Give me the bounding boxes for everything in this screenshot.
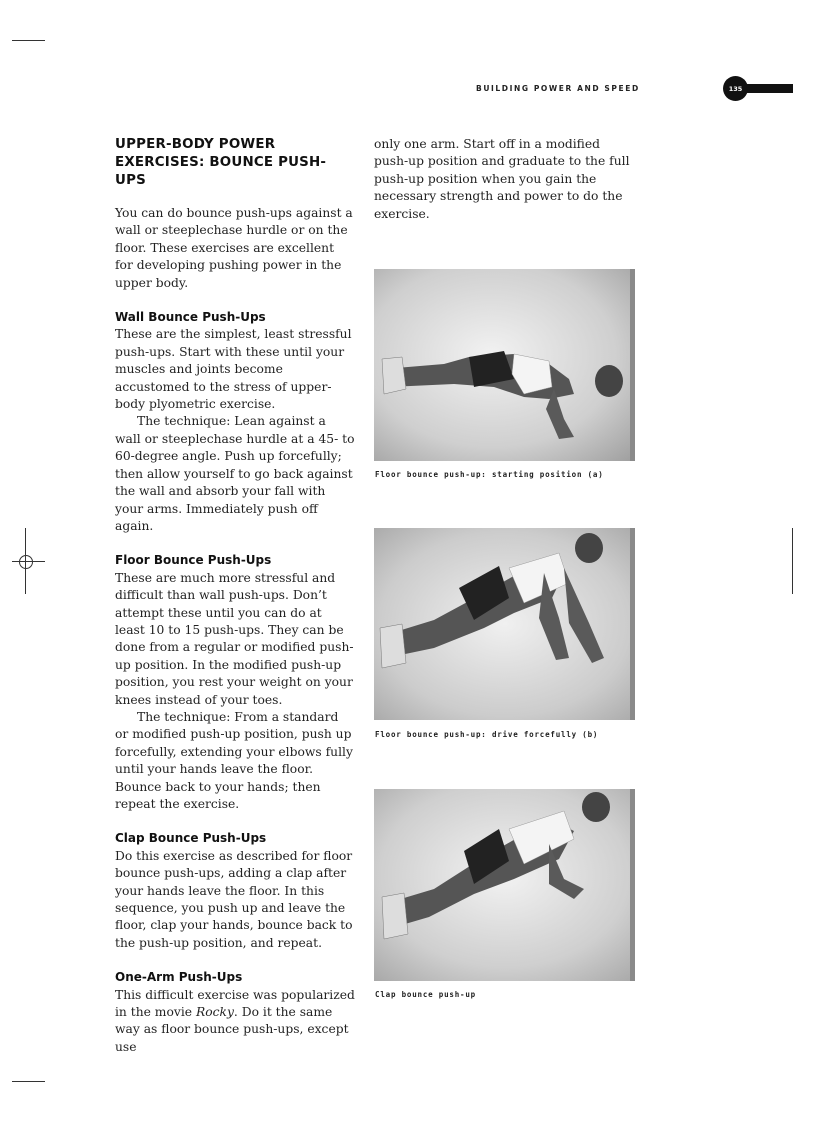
page-number-bar [744,84,793,93]
wall-bounce-paragraph-1: These are the simplest, least stressful push-ups. Start with these until your muscles and joints become accustomed to the stress of upper-body plyometric exercise. [115,327,352,412]
movie-title: Rocky [195,1005,234,1020]
left-column [115,136,355,1056]
wall-bounce-heading: Wall Bounce Push-Ups [115,310,266,325]
one-arm-continuation: only one arm. Start off in a modified push-up position and graduate to the full push-up position when you gain the necessary strength and power to do the exercise. [374,137,630,221]
wall-bounce-paragraph-2: The technique: Lean against a wall or steeplechase hurdle at a 45- to 60-degree angle. Push up forcefully; then allow yourself to go back against the wall and absorb your fall with your arms. Immediately push off again. [115,414,355,533]
caption-figure-b: Floor bounce push-up: drive forcefully (b) [375,730,599,739]
section-title: UPPER-BODY POWER EXERCISES: BOUNCE PUSH-UPS [115,137,327,188]
one-arm-text-b: . Do it the same way as floor bounce push-ups, except use [115,1005,349,1054]
caption-figure-c: Clap bounce push-up [375,990,476,999]
running-head: BUILDING POWER AND SPEED [476,84,640,93]
crop-mark-bottom-left [12,1081,45,1082]
registration-circle [19,555,33,569]
one-arm-heading: One-Arm Push-Ups [115,970,243,985]
clap-bounce-paragraph: Do this exercise as described for floor bounce push-ups, adding a clap after your hands leave the floor. In this sequence, you push up and leave the floor, clap your hands, bounce back to the push-up position, and repeat. [115,848,353,950]
one-arm-paragraph [115,987,355,1057]
floor-bounce-paragraph-1: These are much more stressful and difficult than wall push-ups. Don’t attempt these until you can do at least 10 to 15 push-ups. They can be done from a regular or modified push-up position. In the modified push-up position, you rest your weight on your knees instead of your toes. [115,570,354,707]
right-column [374,136,636,223]
clap-bounce-heading: Clap Bounce Push-Ups [115,831,267,846]
one-arm-text-a: This difficult exercise was popularized in the movie [115,987,355,1020]
photo-starting-position [374,269,635,461]
page-number-badge: 135 [723,76,748,101]
intro-paragraph: You can do bounce push-ups against a wall or steeplechase hurdle or on the floor. These exercises are excellent for developing pushing power in the upper body. [115,206,353,290]
registration-mark-right-v [792,528,793,594]
photo-clap-bounce [374,789,635,981]
crop-mark-top-left [12,40,45,41]
floor-bounce-paragraph-2: The technique: From a standard or modified push-up position, push up forcefully, extending your elbows fully until your hands leave the floor. Bounce back to your hands; then repeat the exercise. [115,709,353,811]
photo-drive-forcefully [374,528,635,720]
floor-bounce-heading: Floor Bounce Push-Ups [115,553,272,568]
caption-figure-a: Floor bounce push-up: starting position (a) [375,470,604,479]
